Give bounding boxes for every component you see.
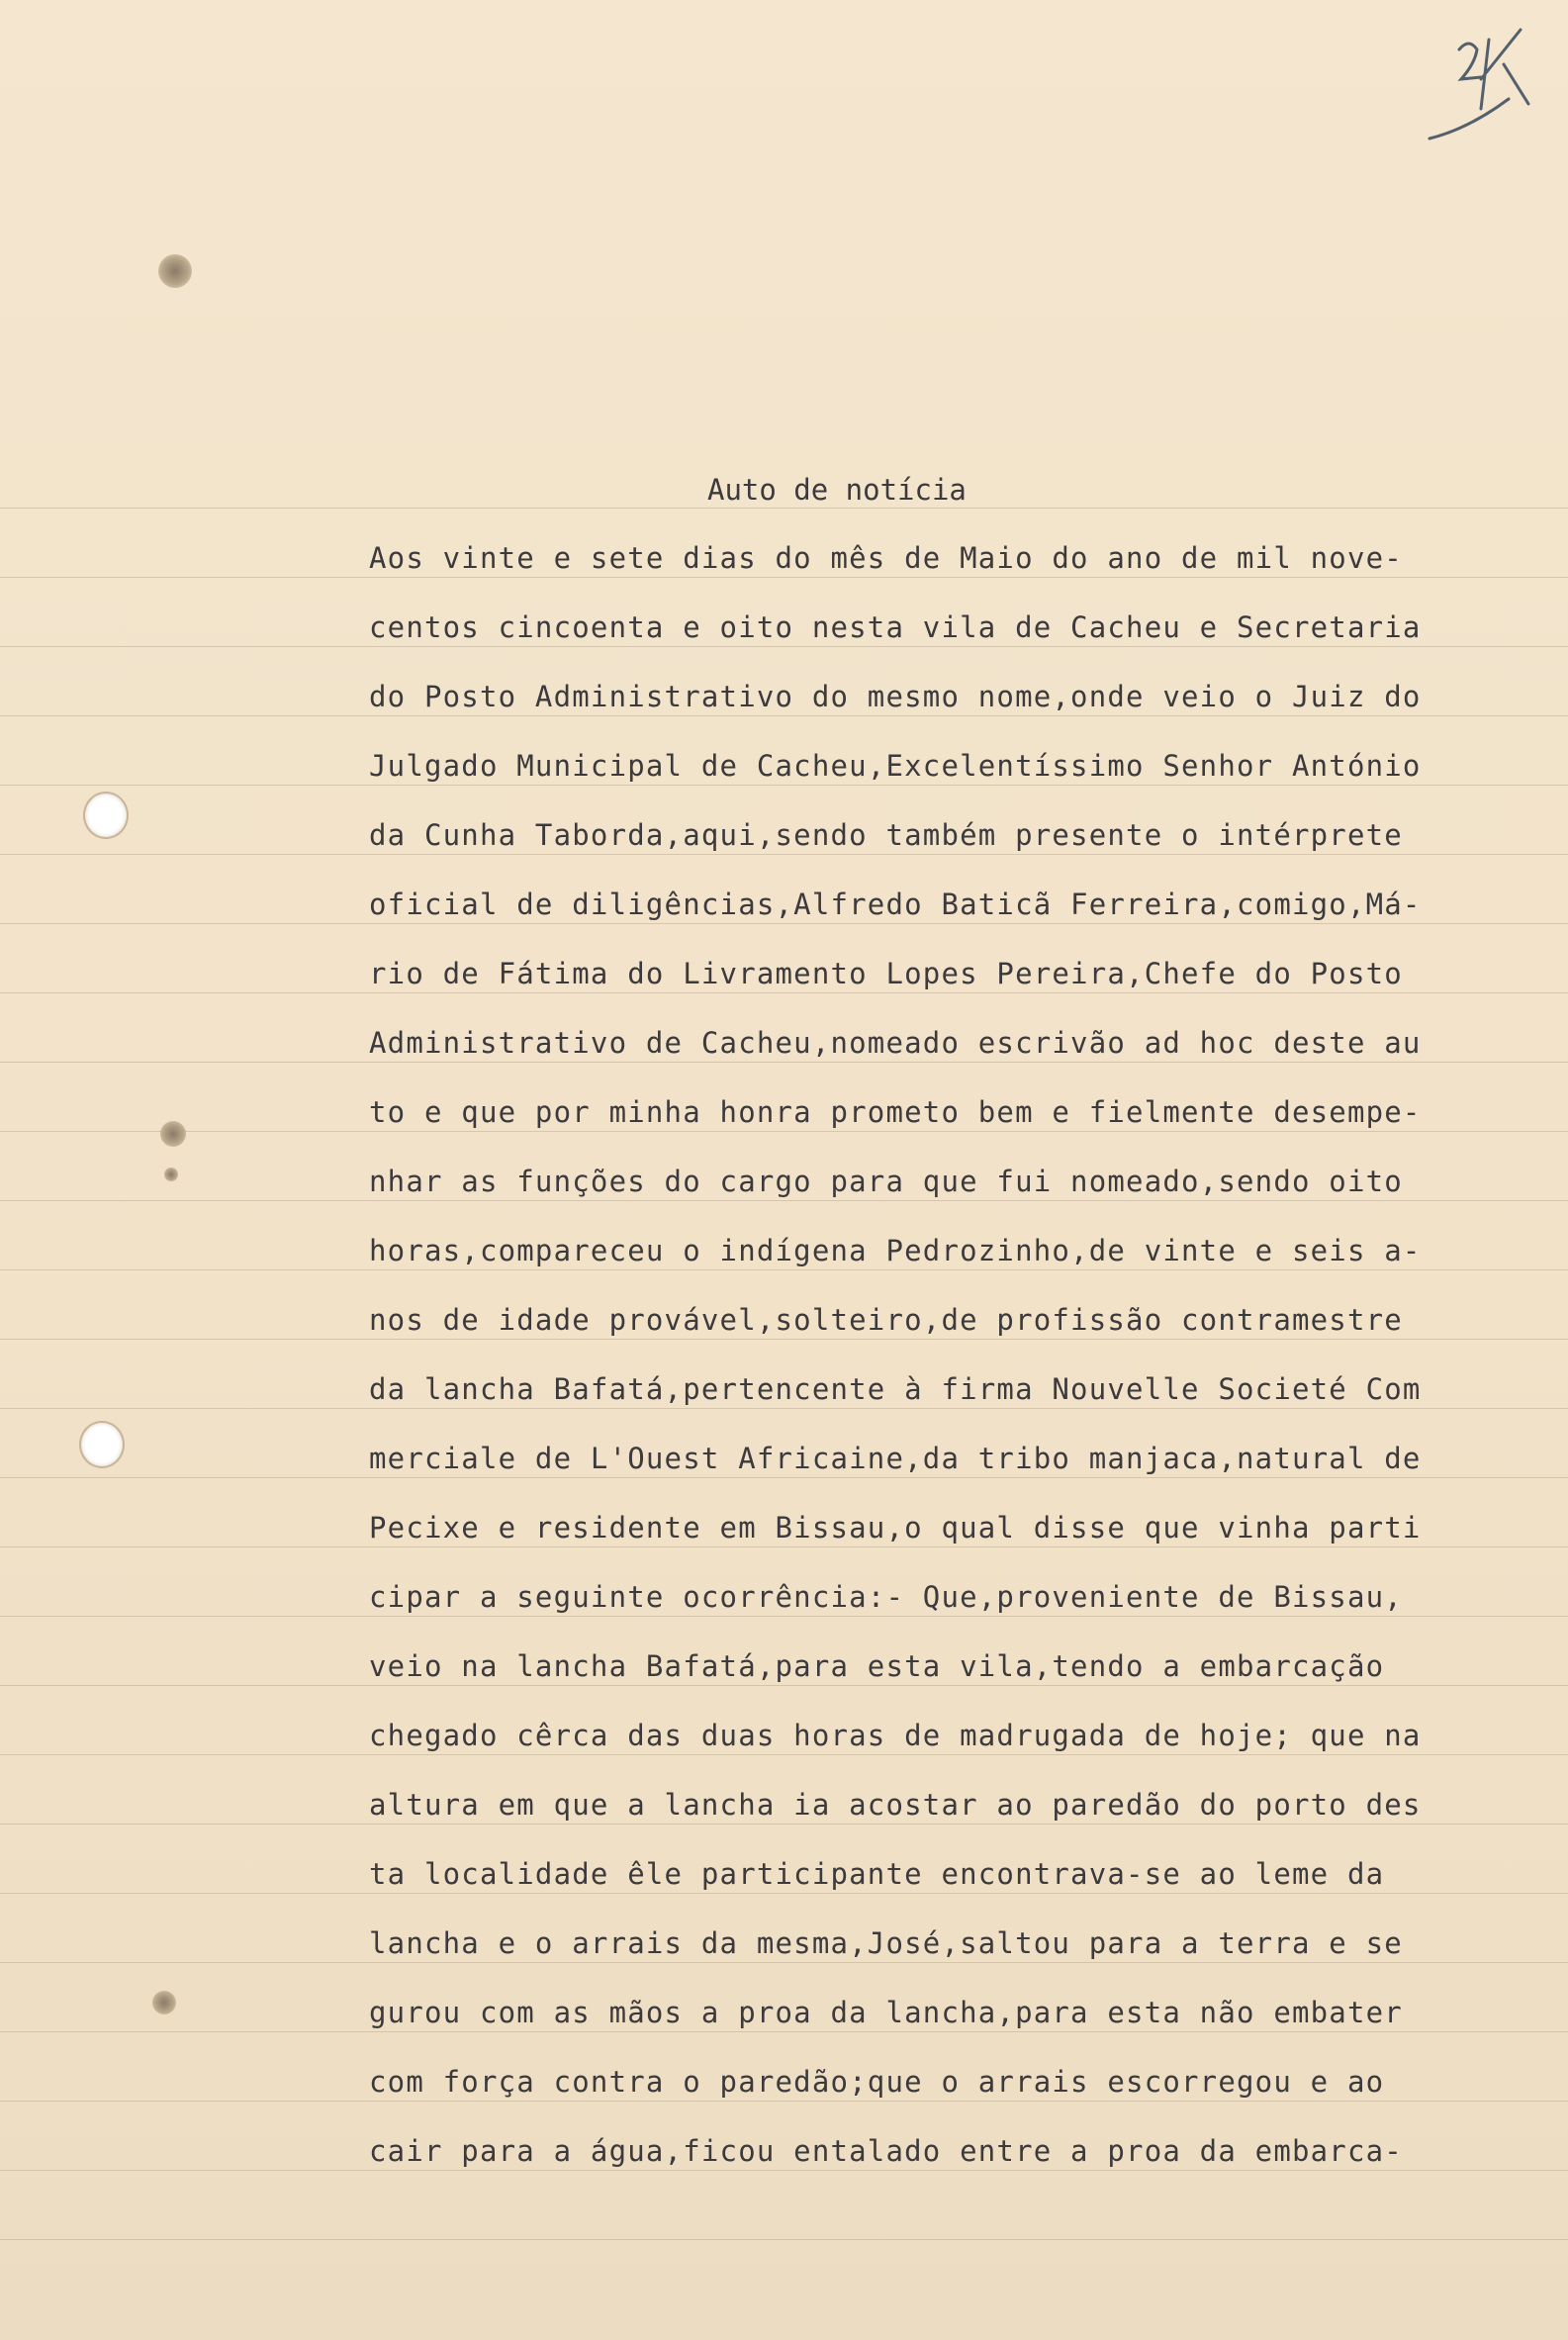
- ruled-line: [0, 1408, 1568, 1409]
- ruled-line: [0, 1754, 1568, 1755]
- handwritten-folio-mark: [1420, 20, 1558, 158]
- ruled-line: [0, 1269, 1568, 1270]
- ruled-line: [0, 2239, 1568, 2240]
- ruled-line: [0, 1893, 1568, 1894]
- ruled-line: [0, 2101, 1568, 2102]
- text-line: gurou com as mãos a proa da lancha,para esta não embater: [369, 1996, 1403, 2029]
- text-line: chegado cêrca das duas horas de madrugada de hoje; que na: [369, 1719, 1422, 1752]
- text-line: cipar a seguinte ocorrência:- Que,proveniente de Bissau,: [369, 1580, 1403, 1614]
- ruled-line: [0, 1546, 1568, 1547]
- ruled-line: [0, 854, 1568, 855]
- ruled-line: [0, 1824, 1568, 1825]
- ruled-line: [0, 923, 1568, 924]
- text-line: to e que por minha honra prometo bem e fielmente desempe-: [369, 1095, 1422, 1129]
- text-line: rio de Fátima do Livramento Lopes Pereira,Chefe do Posto: [369, 957, 1403, 990]
- ruled-line: [0, 1962, 1568, 1963]
- ruled-line: [0, 1339, 1568, 1340]
- text-line: merciale de L'Ouest Africaine,da tribo manjaca,natural de: [369, 1442, 1422, 1475]
- ruled-line: [0, 646, 1568, 647]
- ruled-line: [0, 1200, 1568, 1201]
- svg-text:2: 2: [1459, 65, 1468, 81]
- ink-spot: [164, 1168, 178, 1181]
- text-line: da Cunha Taborda,aqui,sendo também presente o intérprete: [369, 818, 1403, 852]
- text-line: nhar as funções do cargo para que fui nomeado,sendo oito: [369, 1165, 1403, 1198]
- ruled-line: [0, 1131, 1568, 1132]
- text-line: Julgado Municipal de Cacheu,Excelentíssimo Senhor António: [369, 749, 1422, 783]
- ruled-line: [0, 1616, 1568, 1617]
- text-line: lancha e o arrais da mesma,José,saltou para a terra e se: [369, 1926, 1403, 1960]
- text-line: centos cincoenta e oito nesta vila de Cacheu e Secretaria: [369, 610, 1422, 644]
- text-line: cair para a água,ficou entalado entre a proa da embarca-: [369, 2134, 1403, 2168]
- ruled-line: [0, 785, 1568, 786]
- text-line: veio na lancha Bafatá,para esta vila,tendo a embarcação: [369, 1649, 1385, 1683]
- text-line: Administrativo de Cacheu,nomeado escrivão ad hoc deste au: [369, 1026, 1422, 1060]
- ink-spot: [152, 1991, 176, 2014]
- ruled-line: [0, 577, 1568, 578]
- ruled-line: [0, 2170, 1568, 2171]
- ruled-line: [0, 992, 1568, 993]
- text-line: ta localidade êle participante encontrava-se ao leme da: [369, 1857, 1385, 1891]
- text-line: altura em que a lancha ia acostar ao paredão do porto des: [369, 1788, 1422, 1822]
- ruled-line: [0, 508, 1568, 509]
- text-line: do Posto Administrativo do mesmo nome,onde veio o Juiz do: [369, 680, 1422, 713]
- ink-spot: [158, 254, 192, 288]
- document-title: Auto de notícia: [707, 473, 967, 507]
- ink-spot: [160, 1121, 186, 1147]
- punch-hole: [79, 1421, 125, 1468]
- punch-hole: [83, 792, 129, 839]
- text-line: com força contra o paredão;que o arrais escorregou e ao: [369, 2065, 1385, 2099]
- text-line: da lancha Bafatá,pertencente à firma Nouvelle Societé Com: [369, 1372, 1422, 1406]
- text-line: oficial de diligências,Alfredo Baticã Ferreira,comigo,Má-: [369, 888, 1422, 921]
- ruled-line: [0, 1062, 1568, 1063]
- text-line: horas,compareceu o indígena Pedrozinho,de vinte e seis a-: [369, 1234, 1422, 1267]
- ruled-line: [0, 1477, 1568, 1478]
- ruled-line: [0, 715, 1568, 716]
- ruled-line: [0, 2031, 1568, 2032]
- ruled-line: [0, 1685, 1568, 1686]
- text-line: Aos vinte e sete dias do mês de Maio do ano de mil nove-: [369, 541, 1403, 575]
- text-line: nos de idade provável,solteiro,de profissão contramestre: [369, 1303, 1403, 1337]
- text-line: Pecixe e residente em Bissau,o qual disse que vinha parti: [369, 1511, 1422, 1544]
